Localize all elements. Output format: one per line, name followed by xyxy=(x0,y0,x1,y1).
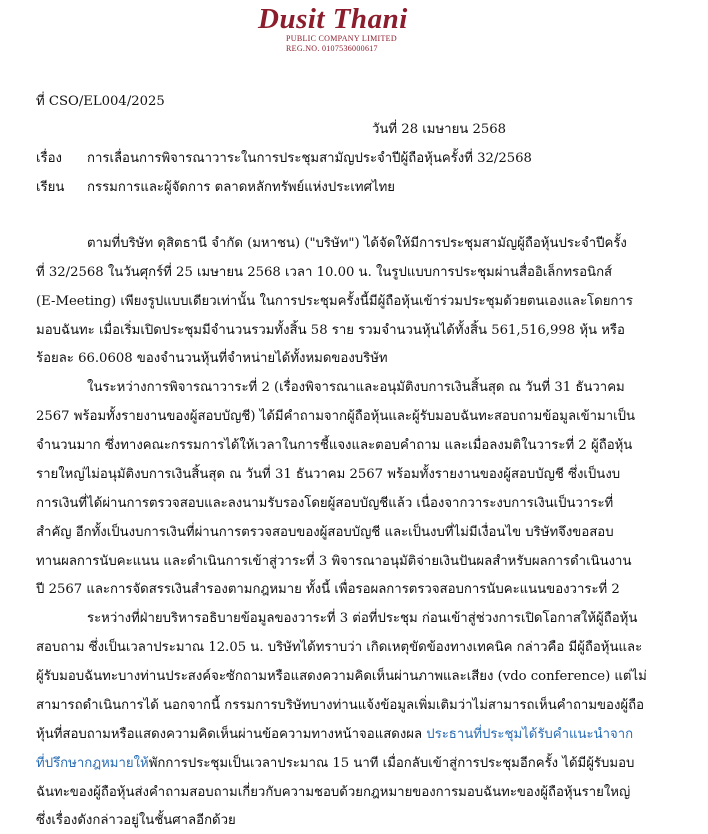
subject-label: เรื่อง xyxy=(36,151,62,166)
paragraph-line: จำนวนมาก ซึ่งทางคณะกรรมการได้ให้เวลาในการชี้แจงและตอบคำถาม และเมื่อลงมติในวาระที่ 2 ผู้ถือหุ้น xyxy=(36,438,633,453)
paragraph-line: ปี 2567 และการจัดสรรเงินสำรองตามกฎหมาย ทั้งนี้ เพื่อรอผลการตรวจสอบการนับคะแนนของวาระที่ 2 xyxy=(36,582,620,597)
paragraph-line xyxy=(36,727,633,743)
paragraph-line: สอบถาม ซึ่งเป็นเวลาประมาณ 12.05 น. บริษัทได้ทราบว่า เกิดเหตุขัดข้องทางเทคนิค กล่าวคือ มีผู้ถือหุ้นและ xyxy=(36,640,643,655)
paragraph-line: ทานผลการนับคะแนน และดำเนินการเข้าสู่วาระที่ 3 พิจารณาอนุมัติจ่ายเงินปันผลสำหรับผลการดำเนินงาน xyxy=(36,554,632,569)
paragraph-line: ที่ 32/2568 ในวันศุกร์ที่ 25 เมษายน 2568 เวลา 10.00 น. ในรูปแบบการประชุมผ่านสื่ออิเล็กทรอนิกส์ xyxy=(36,265,613,280)
highlighted-text: ที่ปรึกษากฎหมายให้ xyxy=(36,756,149,771)
logo-company-type: PUBLIC COMPANY LIMITED xyxy=(286,34,397,43)
paragraph-line: สามารถดำเนินการได้ นอกจากนี้ กรรมการบริษัทบางท่านแจ้งข้อมูลเพิ่มเติมว่าไม่สามารถเห็นคำถามของผู้ถือ xyxy=(36,698,645,713)
logo-reg-no: REG.NO. 0107536000617 xyxy=(286,44,378,53)
paragraph-text: พักการประชุมเป็นเวลาประมาณ 15 นาที เมื่อกลับเข้าสู่การประชุมอีกครั้ง ได้มีผู้รับมอบ xyxy=(148,756,635,771)
paragraph-line: ตามที่บริษัท ดุสิตธานี จำกัด (มหาชน) ("บริษัท") ได้จัดให้มีการประชุมสามัญผู้ถือหุ้นประจำปีครั้ง xyxy=(87,236,627,251)
paragraph-line: ร้อยละ 66.0608 ของจำนวนหุ้นที่จำหน่ายได้ทั้งหมดของบริษัท xyxy=(36,351,388,366)
paragraph-line: รายใหญ่ไม่อนุมัติงบการเงินสิ้นสุด ณ วันที่ 31 ธันวาคม 2567 พร้อมทั้งรายงานของผู้สอบบัญชี ซึ่งเป็นงบ xyxy=(36,467,621,482)
paragraph-line: มอบฉันทะ เมื่อเริ่มเปิดประชุมมีจำนวนรวมทั้งสิ้น 58 ราย รวมจำนวนหุ้นได้ทั้งสิ้น 561,516,998 หุ้น หรือ xyxy=(36,323,625,338)
highlighted-text: ประธานที่ประชุมได้รับคำแนะนำจาก xyxy=(426,727,634,742)
recipient-text: กรรมการและผู้จัดการ ตลาดหลักทรัพย์แห่งประเทศไทย xyxy=(87,180,396,195)
paragraph-line xyxy=(36,756,634,772)
paragraph-line: ระหว่างที่ฝ่ายบริหารอธิบายข้อมูลของวาระที่ 3 ต่อที่ประชุม ก่อนเข้าสู่ช่วงการเปิดโอกาสให้ผู้ถือหุ้น xyxy=(87,611,638,626)
paragraph-line: การเงินที่ได้ผ่านการตรวจสอบและลงนามรับรองโดยผู้สอบบัญชีแล้ว เนื่องจากวาระงบการเงินเป็นวาระที่ xyxy=(36,496,614,511)
paragraph-text: หุ้นที่สอบถามหรือแสดงความคิดเห็นผ่านข้อความทางหน้าจอแสดงผล xyxy=(36,727,427,742)
paragraph-line: ผู้รับมอบฉันทะบางท่านประสงค์จะซักถามหรือแสดงความคิดเห็นผ่านภาพและเสียง (vdo conference) แต่ไม่ xyxy=(36,669,647,684)
paragraph-line: สำคัญ อีกทั้งเป็นงบการเงินที่ผ่านการตรวจสอบของผู้สอบบัญชี และเป็นงบที่ไม่มีเงื่อนไข บริษัทจึงขอสอบ xyxy=(36,525,614,540)
paragraph-line: ฉันทะของผู้ถือหุ้นส่งคำถามสอบถามเกี่ยวกับความชอบด้วยกฎหมายของการมอบฉันทะของผู้ถือหุ้นรายใหญ่ xyxy=(36,785,631,800)
recipient-label: เรียน xyxy=(36,180,65,195)
reference-number: ที่ CSO/EL004/2025 xyxy=(36,94,165,109)
subject-text: การเลื่อนการพิจารณาวาระในการประชุมสามัญประจำปีผู้ถือหุ้นครั้งที่ 32/2568 xyxy=(87,151,532,166)
company-logo xyxy=(258,4,428,54)
letter-date: วันที่ 28 เมษายน 2568 xyxy=(372,122,507,137)
paragraph-line: ในระหว่างการพิจารณาวาระที่ 2 (เรื่องพิจารณาและอนุมัติงบการเงินสิ้นสุด ณ วันที่ 31 ธันวาคม xyxy=(87,380,625,395)
logo-wordmark: Dusit Thani xyxy=(258,3,408,35)
paragraph-line: ซึ่งเรื่องดังกล่าวอยู่ในชั้นศาลอีกด้วย xyxy=(36,813,236,828)
paragraph-line: (E-Meeting) เพียงรูปแบบเดียวเท่านั้น ในการประชุมครั้งนี้มีผู้ถือหุ้นเข้าร่วมประชุมด้วยตนเองและโดยการ xyxy=(36,294,633,309)
paragraph-line: 2567 พร้อมทั้งรายงานของผู้สอบบัญชี) ได้มีคำถามจากผู้ถือหุ้นและผู้รับมอบฉันทะสอบถามข้อมูลเข้ามาเป็น xyxy=(36,409,635,424)
